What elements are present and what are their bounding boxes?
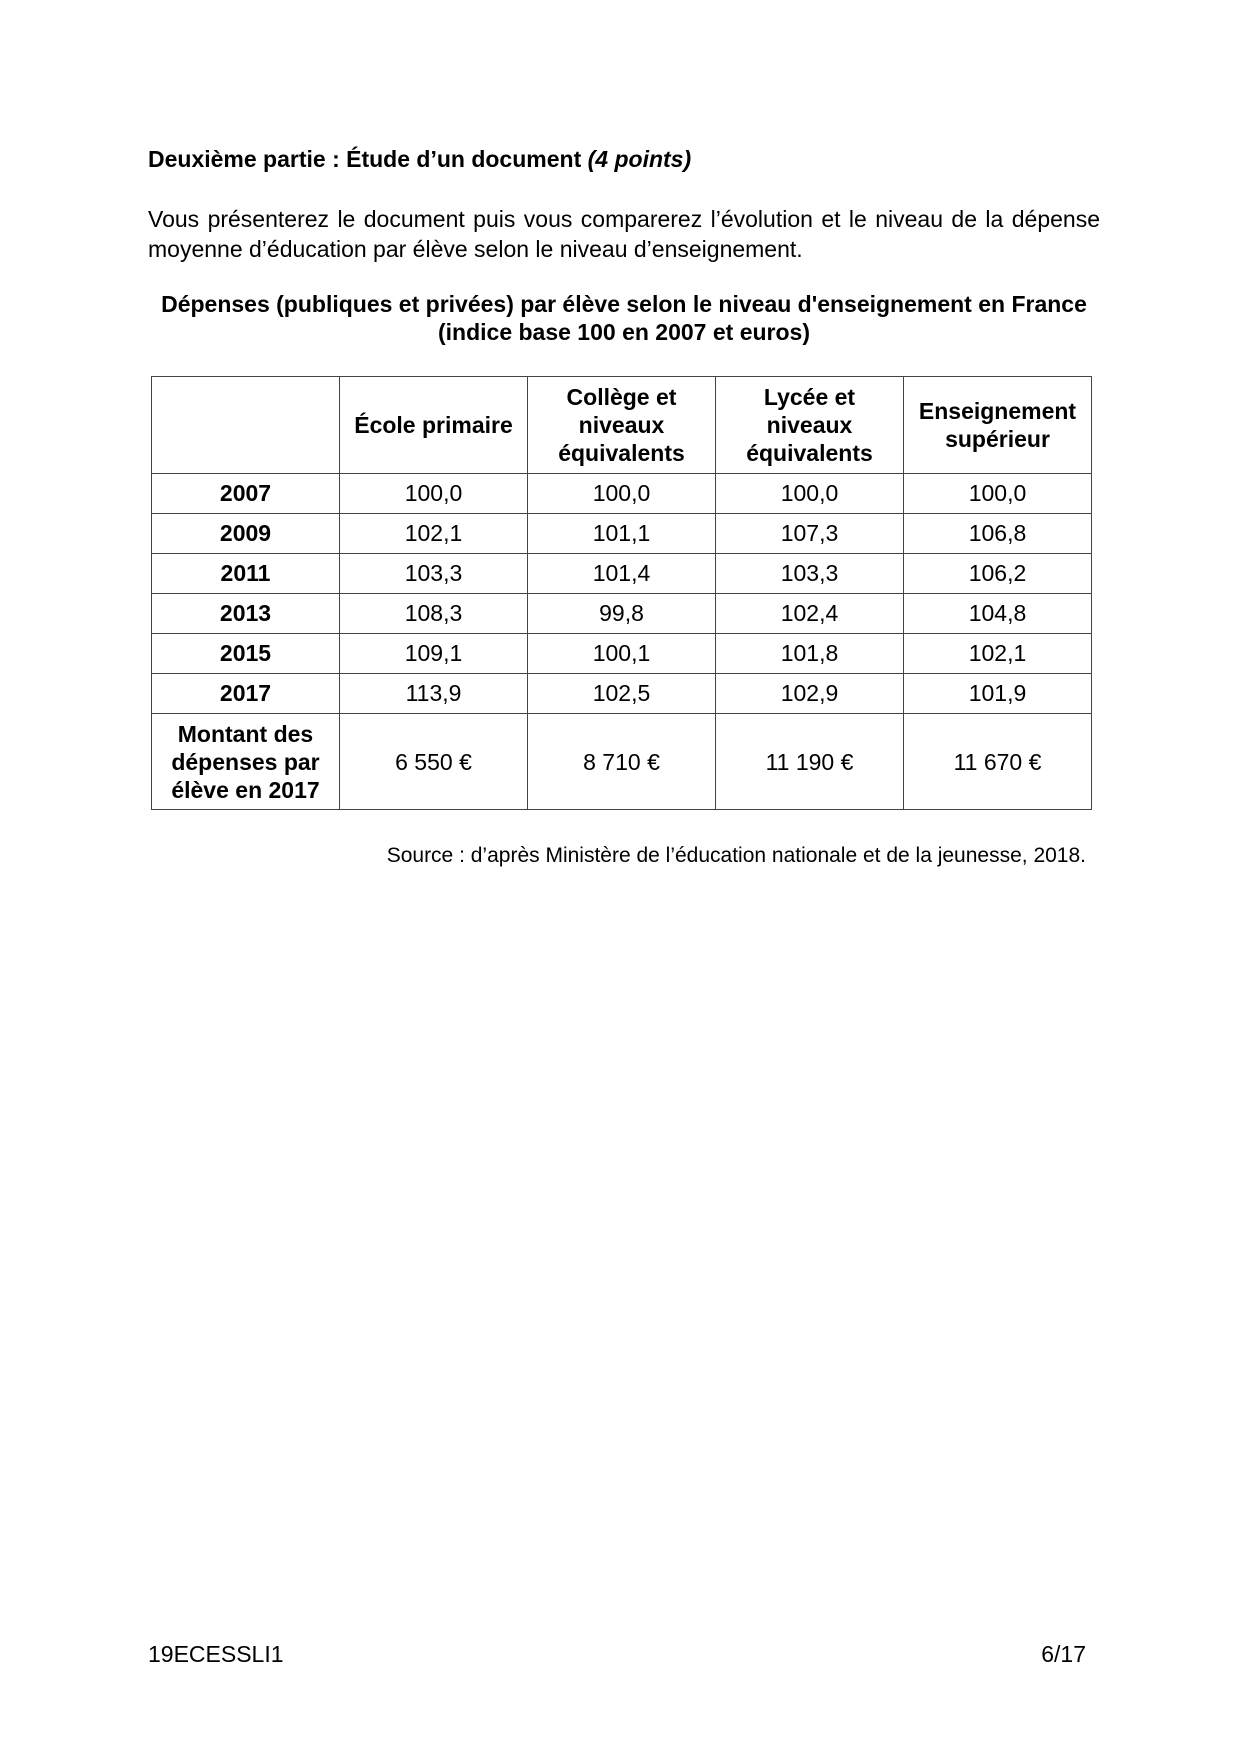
value-cell: 100,1 (528, 634, 716, 674)
total-label-cell: Montant des dépenses par élève en 2017 (152, 714, 340, 810)
value-cell: 106,8 (904, 514, 1092, 554)
value-cell: 100,0 (528, 474, 716, 514)
section-heading (148, 146, 691, 173)
value-cell: 102,4 (716, 594, 904, 634)
section-heading-title: Deuxième partie : Étude d’un document (148, 146, 588, 172)
total-value-cell: 6 550 € (340, 714, 528, 810)
table-row (152, 674, 1092, 714)
value-cell: 100,0 (904, 474, 1092, 514)
value-cell: 99,8 (528, 594, 716, 634)
total-row (152, 714, 1092, 810)
value-cell: 101,8 (716, 634, 904, 674)
value-cell: 106,2 (904, 554, 1092, 594)
value-cell: 113,9 (340, 674, 528, 714)
table-row (152, 634, 1092, 674)
value-cell: 109,1 (340, 634, 528, 674)
value-cell: 104,8 (904, 594, 1092, 634)
value-cell: 100,0 (340, 474, 528, 514)
table-header-row (152, 377, 1092, 474)
instructions-paragraph: Vous présenterez le document puis vous comparerez l’évolution et le niveau de la dépense moyenne d’éducation par élève selon le niveau d’enseignement. (148, 206, 1100, 262)
value-cell: 100,0 (716, 474, 904, 514)
value-cell: 101,1 (528, 514, 716, 554)
year-cell: 2011 (152, 554, 340, 594)
section-heading-points: (4 points) (587, 146, 692, 172)
total-value-cell: 11 190 € (716, 714, 904, 810)
value-cell: 102,9 (716, 674, 904, 714)
header-corner-cell (152, 377, 340, 474)
year-cell: 2015 (152, 634, 340, 674)
table-row (152, 594, 1092, 634)
document-code: 19ECESSLI1 (148, 1641, 284, 1667)
value-cell: 101,4 (528, 554, 716, 594)
total-value-cell: 11 670 € (904, 714, 1092, 810)
source-note: Source : d’après Ministère de l’éducation nationale et de la jeunesse, 2018. (386, 844, 1086, 867)
table-row (152, 554, 1092, 594)
header-ecole-primaire: École primaire (340, 377, 528, 474)
value-cell: 102,1 (904, 634, 1092, 674)
value-cell: 103,3 (716, 554, 904, 594)
total-value-cell: 8 710 € (528, 714, 716, 810)
value-cell: 102,1 (340, 514, 528, 554)
header-lycee: Lycée et niveaux équivalents (716, 377, 904, 474)
spending-table (151, 376, 1092, 810)
value-cell: 101,9 (904, 674, 1092, 714)
year-cell: 2009 (152, 514, 340, 554)
table-row (152, 474, 1092, 514)
year-cell: 2017 (152, 674, 340, 714)
table-title: Dépenses (publiques et privées) par élève selon le niveau d'enseignement en France (indice base 100 en 2007 et euros) (161, 291, 1087, 345)
table-row (152, 514, 1092, 554)
year-cell: 2013 (152, 594, 340, 634)
page-number: 6/17 (1041, 1641, 1086, 1667)
header-college: Collège et niveaux équivalents (528, 377, 716, 474)
header-enseignement-superieur: Enseignement supérieur (904, 377, 1092, 474)
value-cell: 108,3 (340, 594, 528, 634)
year-cell: 2007 (152, 474, 340, 514)
value-cell: 102,5 (528, 674, 716, 714)
value-cell: 107,3 (716, 514, 904, 554)
value-cell: 103,3 (340, 554, 528, 594)
